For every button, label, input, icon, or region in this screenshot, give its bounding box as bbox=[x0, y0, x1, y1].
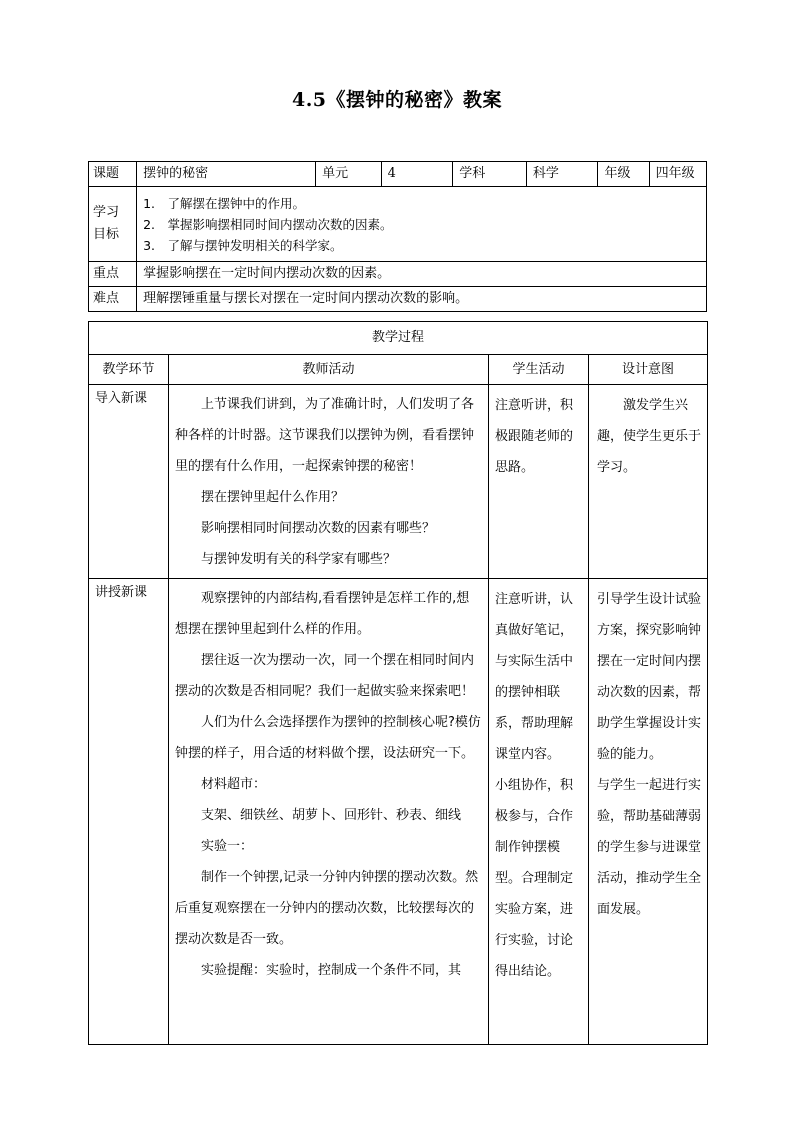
unit-value: 4 bbox=[381, 162, 453, 187]
header-step: 教学环节 bbox=[89, 355, 169, 385]
teacher-paragraph: 实验一： bbox=[201, 839, 254, 854]
step-intro: 导入新课 bbox=[89, 385, 169, 579]
process-row-new-lesson bbox=[89, 579, 708, 1045]
student-activity-intro: 注意听讲，积极跟随老师的思路。 bbox=[489, 385, 589, 579]
topic-label: 课题 bbox=[89, 162, 137, 187]
process-title: 教学过程 bbox=[89, 322, 708, 355]
design-intent-text: 引导学生设计试验方案，探究影响钟摆在一定时间内摆动次数的因素，帮助学生掌握设计实验的能力。 bbox=[597, 592, 702, 762]
subject-label: 学科 bbox=[453, 162, 527, 187]
lesson-info-table bbox=[88, 161, 707, 312]
goals-label-text: 学习目标 bbox=[93, 205, 120, 242]
header-teacher: 教师活动 bbox=[169, 355, 489, 385]
teacher-paragraph: 摆往返一次为摆动一次，同一个摆在相同时间内摆动的次数是否相同呢？我们一起做实验来探索吧！ bbox=[175, 653, 475, 699]
teacher-paragraph: 摆在摆钟里起什么作用？ bbox=[201, 490, 345, 505]
info-row bbox=[89, 162, 707, 187]
design-intent-intro bbox=[589, 385, 708, 579]
teacher-paragraph: 与摆钟发明有关的科学家有哪些？ bbox=[201, 552, 397, 567]
teacher-paragraph: 制作一个钟摆,记录一分钟内钟摆的摆动次数。然后重复观察摆在一分钟内的摆动次数，比较摆每次的摆动次数是否一致。 bbox=[175, 870, 479, 947]
teacher-paragraph: 材料超市： bbox=[201, 777, 267, 792]
teacher-paragraph: 观察摆钟的内部结构,看看摆钟是怎样工作的,想想摆在摆钟里起到什么样的作用。 bbox=[175, 591, 470, 637]
goals-label bbox=[89, 187, 137, 262]
teacher-paragraph: 上节课我们讲到，为了准确计时，人们发明了各种各样的计时器。这节课我们以摆钟为例，看看摆钟里的摆有什么作用，一起探索钟摆的秘密！ bbox=[175, 397, 475, 474]
difficulty-label: 难点 bbox=[89, 287, 137, 312]
goals-row bbox=[89, 187, 707, 262]
subject-value: 科学 bbox=[526, 162, 598, 187]
grade-label: 年级 bbox=[598, 162, 649, 187]
difficulty-row bbox=[89, 287, 707, 312]
teaching-process-table bbox=[88, 321, 708, 1045]
teacher-paragraph: 实验提醒：实验时，控制成一个条件不同，其 bbox=[201, 963, 462, 978]
key-point-label: 重点 bbox=[89, 262, 137, 287]
process-title-row bbox=[89, 322, 708, 355]
student-activity-text: 小组协作，积极参与，合作制作钟摆模型。合理制定实验方案，进行实验，讨论得出结论。 bbox=[495, 778, 574, 979]
unit-label: 单元 bbox=[316, 162, 381, 187]
design-intent-text: 激发学生兴趣，使学生更乐于学习。 bbox=[597, 398, 702, 475]
teacher-paragraph: 影响摆相同时间摆动次数的因素有哪些？ bbox=[201, 521, 436, 536]
document-title: 4.5《摆钟的秘密》教案 bbox=[291, 89, 503, 111]
design-intent-new-lesson bbox=[589, 579, 708, 1045]
header-student: 学生活动 bbox=[489, 355, 589, 385]
header-design: 设计意图 bbox=[589, 355, 708, 385]
teacher-paragraph: 人们为什么会选择摆作为摆钟的控制核心呢?模仿钟摆的样子，用合适的材料做个摆，设法研究一下。 bbox=[175, 715, 481, 761]
grade-value: 四年级 bbox=[649, 162, 706, 187]
goal-item: 2. 掌握影响摆相同时间内摆动次数的因素。 bbox=[143, 216, 393, 232]
goal-item: 3. 了解与摆钟发明相关的科学家。 bbox=[143, 237, 343, 253]
teacher-activity-intro bbox=[169, 385, 489, 579]
design-intent-text: 与学生一起进行实验，帮助基础薄弱的学生参与进课堂活动，推动学生全面发展。 bbox=[597, 778, 702, 917]
student-activity-new-lesson bbox=[489, 579, 589, 1045]
step-new-lesson: 讲授新课 bbox=[89, 579, 169, 1045]
key-point-text: 掌握影响摆在一定时间内摆动次数的因素。 bbox=[137, 262, 707, 287]
topic-value: 摆钟的秘密 bbox=[137, 162, 316, 187]
goal-item: 1. 了解摆在摆钟中的作用。 bbox=[143, 195, 306, 211]
key-point-row bbox=[89, 262, 707, 287]
teacher-activity-new-lesson bbox=[169, 579, 489, 1045]
goals-list bbox=[137, 187, 707, 262]
student-activity-text: 注意听讲，认真做好笔记，与实际生活中的摆钟相联系，帮助理解课堂内容。 bbox=[495, 592, 574, 762]
teacher-paragraph: 支架、细铁丝、胡萝卜、回形针、秒表、细线 bbox=[201, 808, 462, 823]
process-header-row bbox=[89, 355, 708, 385]
difficulty-text: 理解摆锤重量与摆长对摆在一定时间内摆动次数的影响。 bbox=[137, 287, 707, 312]
process-row-intro bbox=[89, 385, 708, 579]
